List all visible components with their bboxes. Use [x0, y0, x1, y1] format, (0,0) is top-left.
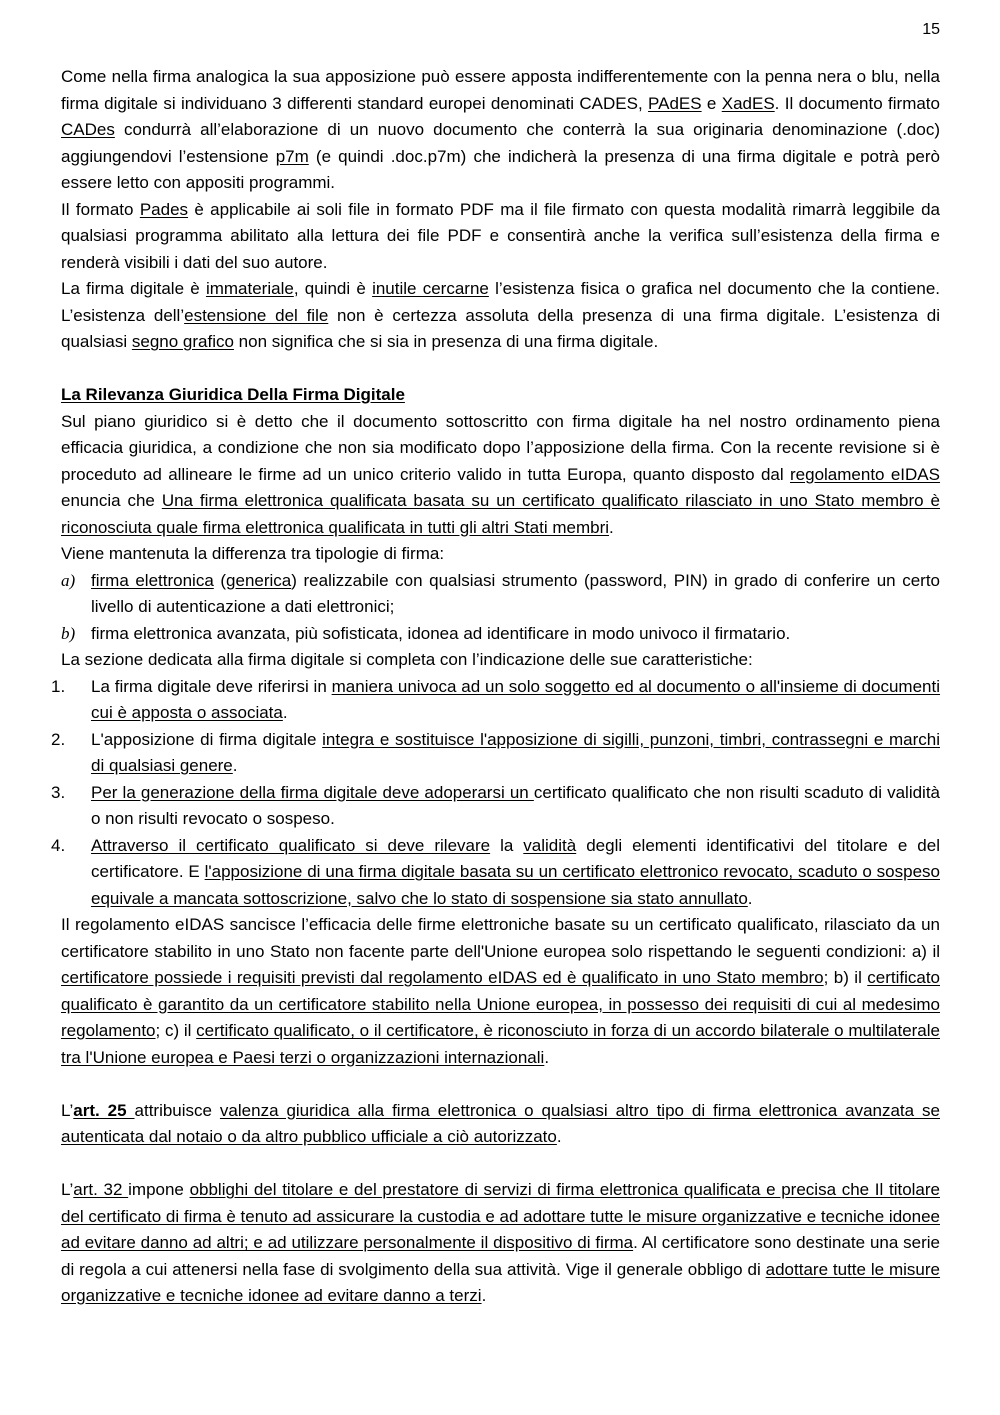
text: Il formato [61, 199, 140, 219]
underlined-text: CADes [61, 120, 115, 139]
list-marker: b) [61, 623, 76, 643]
underlined-text: generica [226, 570, 292, 590]
signature-types-list [61, 568, 940, 648]
text: . [544, 1047, 550, 1067]
underlined-text: estensione del file [184, 305, 329, 325]
paragraph-pades-format [61, 197, 940, 277]
text: Sul piano giuridico si è detto che il documento sottoscritto con firma digitale ha nel nostro ordinamento piena efficacia giuridica, a condizione che non sia modificato dopo l’apposizione della firma. Con la recente revisione si è proceduto ad allineare le firme ad un unico criterio valido in tutta Europa, quanto disposto dal [61, 411, 940, 484]
underlined-text: art. 32 [73, 1180, 129, 1199]
underlined-text: adottare tutte le misure organizzative e tecniche idonee ad evitare danno a terzi [61, 1259, 941, 1305]
text: firma elettronica avanzata, più sofisticata, idonea ad identificare in modo univoco il firmatario. [91, 623, 791, 643]
text: , quindi è [293, 279, 373, 298]
underlined-text: inutile cercarne [372, 279, 489, 298]
underlined-text: maniera univoca ad un solo soggetto ed al documento o all'insieme di documenti cui è apposta o associata [91, 676, 941, 722]
text: Come nella firma analogica la sua apposizione può essere apposta indifferentemente con la penna nera o blu, nella firma digitale si individuano 3 differenti standard europei denominati CADES, [61, 67, 940, 113]
underlined-text: integra e sostituisce l'apposizione di sigilli, punzoni, timbri, contrassegni e marchi di qualsiasi genere [91, 729, 940, 775]
text: ) realizzabile con qualsiasi strumento (password, PIN) in grado di conferire un certo livello di autenticazione a dati elettronici; [91, 570, 941, 616]
text: . [232, 756, 238, 775]
list-marker: 2. [51, 729, 66, 749]
text: . [556, 1127, 562, 1146]
text: L’ [61, 1100, 74, 1120]
underlined-text: XadES [721, 93, 775, 113]
underlined-text: certificato qualificato, o il certificatore, è riconosciuto in forza di un accordo bilaterale o multilaterale tra l'Unione europea e Paesi terzi o organizzazioni internazionali [61, 1021, 940, 1067]
text: e [701, 93, 722, 113]
list-item [51, 727, 940, 780]
section-heading: La Rilevanza Giuridica Della Firma Digitale [61, 385, 405, 404]
underlined-text: Per la generazione della firma digitale deve adoperarsi un [91, 782, 534, 802]
text: la [490, 835, 524, 855]
paragraph-immaterial-signature [61, 276, 940, 356]
list-marker: 3. [51, 782, 66, 802]
text: . [282, 703, 288, 722]
underlined-text: PAdES [648, 93, 702, 113]
text: condurrà all’elaborazione di un nuovo documento che conterrà la sua originaria denominazione (.doc) aggiungendovi l’estensione [61, 120, 940, 166]
text: ; b) il [823, 968, 868, 987]
text: certificato qualificato che non risulti scaduto di validità o non risulti revocato o sospeso. [91, 782, 941, 828]
text: (e quindi .doc.p7m) che indicherà la presenza di una firma digitale e potrà però essere letto con appositi programmi. [61, 146, 941, 192]
page-number: 15 [922, 21, 940, 38]
underlined-text: firma elettronica [91, 570, 214, 590]
text: ; c) il [155, 1021, 197, 1040]
text: attribuisce [134, 1100, 220, 1120]
text: . [747, 888, 753, 908]
text: . [481, 1286, 487, 1305]
characteristics-list [51, 674, 941, 913]
underlined-text: valenza giuridica alla firma elettronica o qualsiasi altro tipo di firma elettronica avanzata se autenticata dal notaio o da altro pubblico ufficiale a ciò autorizzato [61, 1100, 940, 1146]
underlined-text: immateriale [205, 279, 294, 298]
list-marker: 4. [51, 835, 66, 855]
list-item [61, 621, 940, 648]
paragraph-signature-types-intro: Viene mantenuta la differenza tra tipologie di firma: [61, 544, 445, 563]
bold-underlined-text: art. 25 [73, 1100, 135, 1120]
text: La firma digitale deve riferirsi in [91, 676, 332, 696]
list-item [51, 780, 941, 833]
paragraph-legal-relevance [61, 409, 940, 542]
text: enuncia che [61, 491, 162, 510]
underlined-text: regolamento eIDAS [790, 464, 940, 484]
underlined-text: obblighi del titolare e del prestatore di servizi di firma elettronica qualificata e precisa che Il titolare del certificato di firma è tenuto ad assicurare la custodia e ad adottare tutte le misure organizzative e tecniche idonee ad evitare danno ad altri; e ad utilizzare personalmente il dispositivo di firma [61, 1180, 940, 1252]
text: L'apposizione di firma digitale [91, 729, 323, 749]
text: l’esistenza fisica o grafica nel documento che la contiene. L’esistenza dell’ [61, 279, 941, 325]
text: . Al certificatore sono destinate una serie di regola a cui attenersi nella fase di svolgimento della sua attività. Vige il generale obbligo di [61, 1233, 940, 1279]
list-item [51, 833, 940, 913]
text: La firma digitale è [61, 279, 206, 298]
text: impone [128, 1180, 190, 1199]
list-marker: 1. [51, 676, 66, 696]
underlined-text: Pades [139, 199, 189, 219]
text: non significa che si sia in presenza di una firma digitale. [233, 332, 659, 351]
text: è applicabile ai soli file in formato PDF ma il file firmato con questa modalità rimarrà leggibile da qualsiasi programma abilitato alla lettura dei file PDF e consentirà anche la verifica sull’esistenza della firma e renderà visibili i dati del suo autore. [61, 199, 940, 272]
underlined-text: certificato qualificato è garantito da un certificatore stabilito nella Unione europea, in possesso dei requisiti di cui al medesimo regolamento [61, 968, 940, 1040]
underlined-text: l'apposizione di una firma digitale basata su un certificato elettronico revocato, scaduto o sospeso equivale a mancata sottoscrizione, salvo che lo stato di sospensione sia stato annullato [91, 862, 940, 908]
underlined-text: p7m [275, 146, 309, 166]
paragraph-art-25 [61, 1098, 940, 1151]
underlined-text: certificatore possiede i requisiti previsti dal regolamento eIDAS ed è qualificato in uno Stato membro [61, 968, 824, 987]
text: Il regolamento eIDAS sancisce l’efficacia delle firme elettroniche basate su un certificato qualificato, rilasciato da un certificatore stabilito in uno Stato non facente parte dell'Unione europea solo rispettando le seguenti condizioni: a) il [61, 915, 940, 961]
text: degli elementi identificativi del titolare e del certificatore. E [91, 835, 940, 881]
underlined-text: validità [523, 835, 577, 855]
underlined-text: segno grafico [131, 332, 234, 351]
list-item [61, 568, 940, 621]
underlined-text: Una firma elettronica qualificata basata su un certificato qualificato rilasciato in uno Stato membro è riconosciuta quale firma elettronica qualificata in tutti gli altri Stati membri [61, 491, 941, 537]
paragraph-signature-standards [61, 64, 940, 197]
text: non è certezza assoluta della presenza di una firma digitale. L’esistenza di qualsiasi [61, 305, 940, 351]
text: ( [213, 570, 227, 590]
underlined-text: Attraverso il certificato qualificato si deve rilevare [91, 835, 491, 855]
text: . Il documento firmato [774, 93, 940, 113]
paragraph-art-32 [61, 1177, 940, 1310]
list-marker: a) [61, 570, 76, 590]
paragraph-eidas-conditions [61, 912, 940, 1071]
text: L’ [61, 1180, 74, 1199]
text: . [609, 517, 614, 537]
list-item [51, 674, 941, 727]
paragraph-characteristics-intro: La sezione dedicata alla firma digitale si completa con l’indicazione delle sue caratteristiche: [61, 650, 753, 669]
